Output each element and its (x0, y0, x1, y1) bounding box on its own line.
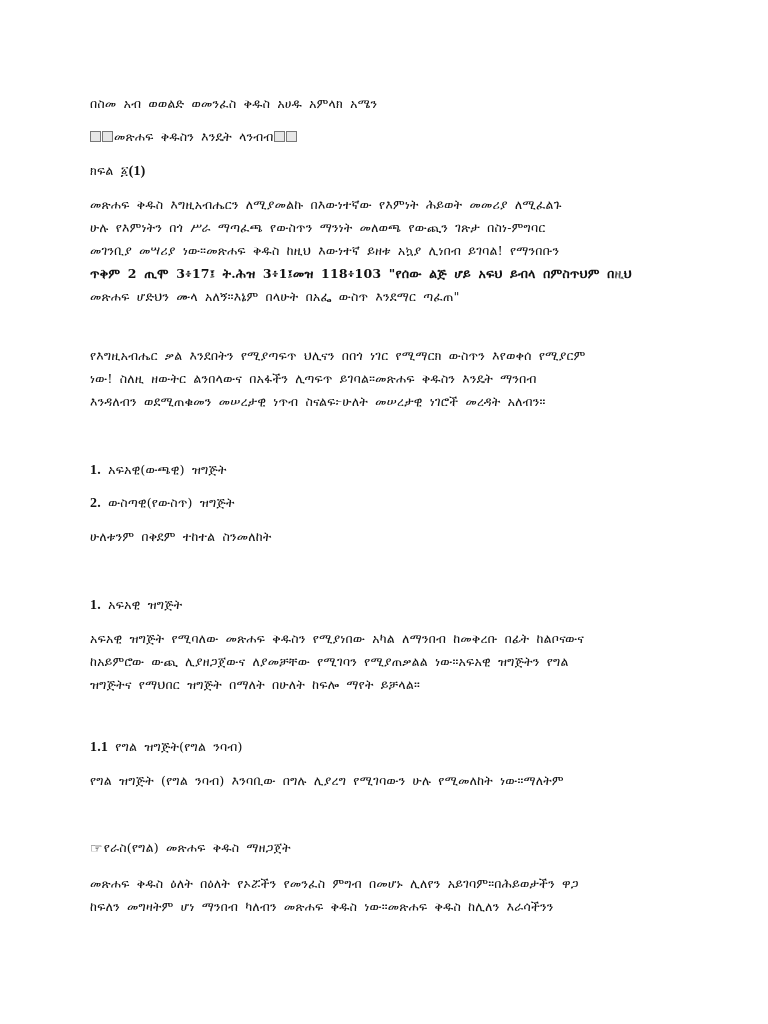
follow-line (90, 525, 680, 548)
invocation-text: በስመ አብ ወወልድ ወመንፈስ ቅዱስ አሀዱ አምላክ አሜን (90, 96, 378, 111)
personal-prep-paragraph (90, 769, 680, 792)
word-of-god-paragraph (90, 344, 680, 413)
paragraph-line: ከአይምሮው ውጪ ሊያዘጋጀውና ለያመቻቸው የሚገባን የሚያጠቃልል ነው።አፍአዊ ዝግጅትን የግል (90, 654, 569, 669)
section-number: 1.1 (90, 740, 109, 755)
paragraph-line: ጥቅም 2 ጢሞ 3፥17፤ ት.ሕዝ 3፥1፤መዝ 118፥103 "የሰው ልጅ ሆይ አፍህ ይብላ በምስጥህም በዚህ (90, 266, 632, 281)
part-heading-label: ክፍል ፩ (90, 163, 129, 178)
list-item-number: 2. (90, 496, 101, 511)
paragraph-line: መጽሐፍ ቅዱስ እግዚአብሔርን ለሚያመልኩ በእውነተኛው የእምነት ሕይወት መመሪያ ለሚፈልጉ (90, 197, 562, 212)
list-item-text: አፍአዊ(ውጫዊ) ዝግጅት (108, 462, 227, 477)
invocation-line (90, 92, 680, 115)
list-item-external (90, 458, 680, 482)
section-heading-personal (90, 735, 680, 759)
paragraph-line: መጽሐፍ ቅዱስ ዕለት በዕለት የኦሯችን የመንፈስ ምግብ በመሆኑ ሊለየን አይገባም።በሕይወታችን ዋጋ (90, 876, 579, 891)
pointing-hand-icon: ☞ (90, 841, 103, 857)
part-heading-number: (1) (128, 164, 146, 179)
book-icon (286, 131, 297, 142)
document-title (90, 125, 680, 148)
intro-paragraph (90, 193, 680, 308)
book-icon (102, 131, 113, 142)
section-title: የግል ዝግጅት(የግል ንባብ) (115, 739, 243, 754)
follow-text: ሁለቱንም በቅደም ተከተል ስንመለከት (90, 529, 272, 544)
list-item-number: 1. (90, 463, 101, 478)
paragraph-line: እንዳለብን ወደሚጠቁመን መሠረታዊ ነጥብ ስናልፍ፦ሁለት መሠረታዊ ነገሮች መረዳት አለብን። (90, 394, 546, 409)
paragraph-line: የእግዚአብሔር ቃል እንደበትን የሚያጣፍጥ ህሊናን በበጎ ነገር የሚማርክ ውስጥን እየወቀሰ የሚያርም (90, 348, 586, 363)
external-prep-paragraph (90, 627, 680, 696)
book-icon (274, 131, 285, 142)
pointer-heading (90, 836, 680, 861)
section-title: አፍአዊ ዝግጅት (108, 597, 183, 612)
paragraph-line: መጽሐፍ ሆድህን ሙላ አለኝ።እኔም በላሁት በአፌ ውስጥ እንደማር ጣፈጠ" (90, 289, 460, 304)
own-bible-paragraph (90, 872, 680, 918)
paragraph-line: መገንቢያ መሣሪያ ነው።መጽሐፍ ቅዱስ ከዚህ እውነተኛ ይዘቱ አኳያ ሊነበብ ይገባል! የማንበቡን (90, 243, 560, 258)
paragraph-line: የግል ዝግጅት (የግል ንባብ) እንባቢው በግሉ ሊያረግ የሚገባውን ሁሉ የሚመለከት ነው።ማለትም (90, 773, 564, 788)
section-number: 1. (90, 598, 101, 613)
paragraph-line: ነው! ስለዚ ዘውትር ልንበላውና በአፋችን ሊጣፍጥ ይገባል።መጽሐፍ ቅዱስን እንዴት ማንበብ (90, 371, 537, 386)
list-item-text: ውስጣዊ(የውስጥ) ዝግጅት (108, 495, 235, 510)
paragraph-line: ከፍለን መግዛትም ሆነ ማንበብ ካለብን መጽሐፍ ቅዱስ ነው።መጽሐፍ ቅዱስ ከሊለን እራሳችንን (90, 899, 554, 914)
part-heading (90, 159, 680, 183)
section-heading-external (90, 593, 680, 617)
list-item-internal (90, 491, 680, 515)
paragraph-line: ዝግጅትና የማህበር ዝግጅት በማለት በሁለት ከፍሎ ማየት ይቻላል። (90, 677, 420, 692)
pointer-heading-text: የራስ(የግል) መጽሐፍ ቅዱስ ማዘጋጀት (103, 840, 291, 855)
paragraph-line: አፍአዊ ዝግጅት የሚባለው መጽሐፍ ቅዱስን የሚያነበው አካል ለማንበብ ከመቅረቡ በፊት ከልቦናውና (90, 631, 585, 646)
book-icon (90, 131, 101, 142)
paragraph-line: ሁሉ የእምነትን በጎ ሥራ ማጣፈጫ የውስጥን ማንነት መለወጫ የውጪን ገጽታ በስነ-ምግባር (90, 220, 546, 235)
document-title-text: መጽሐፍ ቅዱስን እንዴት ላንብብ (114, 129, 274, 144)
